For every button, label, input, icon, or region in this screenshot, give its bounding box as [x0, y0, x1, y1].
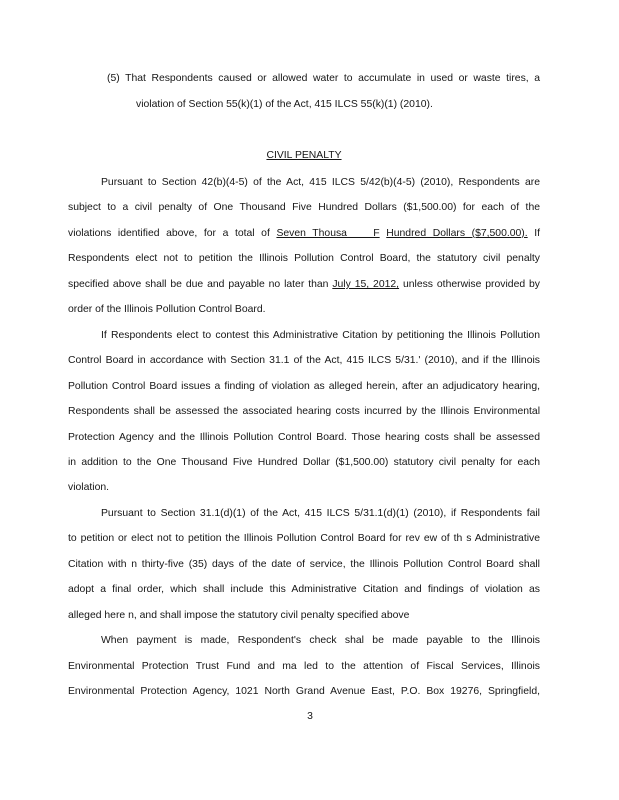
item-5-line-2: violation of Section 55(k)(1) of the Act, 415 ILCS 55(k)(1) (2010). [136, 99, 433, 110]
section-heading: CIVIL PENALTY [266, 150, 342, 161]
para2-line-1: If Respondents elect to contest this Administrative Citation by petitioning the Illinois Pollution [101, 330, 540, 341]
para1-line-6: order of the Illinois Pollution Control Board. [68, 304, 266, 315]
item-5-number: (5) [107, 73, 120, 84]
penalty-total-words: Seven Thousa F [276, 228, 380, 239]
para2-line-3: Pollution Control Board issues a finding of violation as alleged herein, after an adjudicatory hearing, [68, 381, 540, 392]
para1-line-5 [68, 278, 540, 291]
section-heading-wrapper [68, 149, 540, 162]
penalty-total-amount: Hundred Dollars ($7,500.00). [386, 228, 528, 239]
para2-line-6: in addition to the One Thousand Five Hundred Dollar ($1,500.00) statutory civil penalty for each [68, 457, 540, 468]
para3-line-3: Citation with n thirty-five (35) days of the date of service, the Illinois Pollution Control Board shall [68, 559, 540, 570]
para2-line-4: Respondents shall be assessed the associated hearing costs incurred by the Illinois Environmental [68, 406, 540, 417]
para2-line-5: Protection Agency and the Illinois Pollution Control Board. Those hearing costs shall be assessed [68, 432, 540, 443]
item-5-line-1 [107, 72, 540, 85]
para2-line-2: Control Board in accordance with Section 31.1 of the Act, 415 ILCS 5/31.' (2010), and if the Illinois [68, 355, 540, 366]
para1-line-5-a: specified above shall be due and payable no later than [68, 279, 329, 290]
para1-line-1: Pursuant to Section 42(b)(4-5) of the Act, 415 ILCS 5/42(b)(4-5) (2010), Respondents are [101, 177, 540, 188]
para1-line-4: Respondents elect not to petition the Illinois Pollution Control Board, the statutory civil penalty [68, 253, 540, 264]
para4-line-1: When payment is made, Respondent's check shal be made payable to the Illinois [101, 635, 540, 646]
due-date: July 15, 2012, [332, 279, 400, 290]
para4-line-2: Environmental Protection Trust Fund and ma led to the attention of Fiscal Services, Illinois [68, 661, 540, 672]
para3-line-4: adopt a final order, which shall include this Administrative Citation and findings of violation as [68, 584, 540, 595]
para1-line-3 [68, 227, 540, 240]
para1-line-2: subject to a civil penalty of One Thousand Five Hundred Dollars ($1,500.00) for each of the [68, 202, 540, 213]
para1-line-3-a: violations identified above, for a total of [68, 228, 270, 239]
para3-line-5: alleged here n, and shall impose the statutory civil penalty specified above [68, 610, 410, 621]
para3-line-1: Pursuant to Section 31.1(d)(1) of the Act, 415 ILCS 5/31.1(d)(1) (2010), if Respondents fail [101, 508, 540, 519]
para3-line-2: to petition or elect not to petition the Illinois Pollution Control Board for rev ew of th s Administrative [68, 533, 540, 544]
item-5-text: That Respondents caused or allowed water to accumulate in used or waste tires, a [125, 73, 540, 84]
page-number: 3 [307, 711, 313, 722]
para1-line-5-c: unless otherwise provided by [402, 279, 541, 290]
para1-line-3-d: If [534, 228, 541, 239]
para4-line-3: Environmental Protection Agency, 1021 North Grand Avenue East, P.O. Box 19276, Springfield, [68, 686, 540, 697]
para2-line-7: violation. [68, 482, 110, 493]
